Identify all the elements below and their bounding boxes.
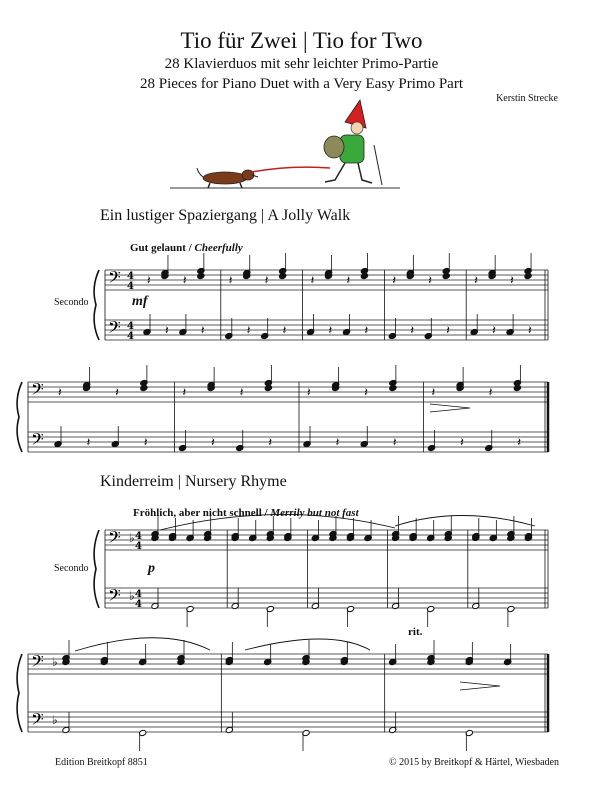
- piece-2-title: Kinderreim | Nursery Rhyme: [100, 473, 287, 490]
- piece-2-tempo-english: Merrily but not fast: [270, 507, 359, 519]
- piece-1-system-1-rest: 𝄽: [310, 273, 315, 287]
- piece-1-dynamic: mf: [132, 294, 148, 309]
- piece-1-system-1-bass-rest: 𝄽: [410, 323, 415, 337]
- piece-1-system-1-bass-rest: 𝄽: [492, 323, 496, 337]
- piece-1-system-1-rest: 𝄽: [346, 273, 351, 287]
- piece-2-system-2-key-flat: ♭: [52, 713, 58, 727]
- slur: [245, 639, 370, 650]
- piece-1-system-1-rest: 𝄽: [474, 273, 478, 287]
- piece-1-system-2-rest: 𝄽: [182, 385, 187, 399]
- piece-1-system-1-brace: [94, 270, 99, 340]
- piece-2-system-1-melody-note: [489, 534, 497, 541]
- piece-1-system-1-rest: 𝄽: [182, 273, 187, 287]
- piece-1-system-2-rest: 𝄽: [431, 385, 436, 399]
- piece-1-system-1-bass-rest: 𝄽: [246, 323, 251, 337]
- piece-1-system-1-upper-time: 4: [127, 271, 134, 282]
- piece-1-system-1-bass-rest: 𝄽: [446, 323, 450, 337]
- page-title: Tio für Zwei | Tio for Two: [180, 28, 423, 53]
- slur: [160, 514, 395, 530]
- piece-1-system-2-lower-clef: 𝄢: [31, 429, 44, 453]
- subtitle-english: 28 Pieces for Piano Duet with a Very Easy Primo Part: [139, 76, 463, 92]
- piece-1-system-2-brace: [17, 382, 22, 452]
- piece-1-system-2-bass-rest: 𝄽: [86, 435, 91, 449]
- piece-1-system-2-rest: 𝄽: [488, 385, 493, 399]
- piece-1-tempo-english: Cheerfully: [194, 242, 243, 254]
- piece-2-system-1-melody-note: [249, 534, 257, 541]
- diminuendo-hairpin: [460, 682, 500, 690]
- piece-1-system-2-rest: 𝄽: [364, 385, 368, 399]
- piece-2-system-2-melody-note: [389, 658, 397, 665]
- footer-copyright: © 2015 by Breitkopf & Härtel, Wiesbaden: [388, 757, 559, 768]
- piece-1-system-1-upper-time: 4: [127, 281, 134, 292]
- piece-2-system-1-lower-time: 4: [135, 599, 142, 610]
- piece-1-tempo-german: Gut gelaunt /: [130, 242, 195, 254]
- piece-2-system-1-melody-note: [364, 534, 372, 541]
- piece-1-system-1-rest: 𝄽: [147, 273, 151, 287]
- piece-2-system-1-key-flat: ♭: [129, 589, 135, 603]
- piece-2-system-2-key-flat: ♭: [52, 655, 58, 669]
- piece-2-system-1-upper-time: 4: [135, 541, 142, 552]
- piece-2-system-1-lower-clef: 𝄢: [108, 585, 121, 609]
- piece-2-system-1-upper-time: 4: [135, 531, 142, 542]
- piece-1-system-1-bass-rest: 𝄽: [282, 323, 287, 337]
- subtitle-german: 28 Klavierduos mit sehr leichter Primo-Partie: [164, 56, 439, 72]
- piece-1-system-2-rest: 𝄽: [58, 385, 62, 399]
- piece-1-system-1-lower-time: 4: [127, 321, 134, 332]
- piece-1-system-2-bass-rest: 𝄽: [460, 435, 464, 449]
- piece-1-system-1-upper-clef: 𝄢: [108, 267, 121, 291]
- piece-2-system-2-melody-note: [504, 658, 512, 665]
- piece-2-system-2-melody-note: [264, 658, 272, 665]
- piece-2-system-1-upper-clef: 𝄢: [108, 527, 121, 551]
- piece-1-system-2-bass-rest: 𝄽: [211, 435, 215, 449]
- piece-2-system-1-melody-note: [186, 534, 194, 541]
- piece-1-system-1-rest: 𝄽: [264, 273, 269, 287]
- piece-2-system-2-brace: [17, 654, 22, 732]
- piece-1-system-2-rest: 𝄽: [239, 385, 244, 399]
- piece-1-system-2-bass-rest: 𝄽: [517, 435, 522, 449]
- piece-2-part-label: Secondo: [54, 563, 89, 574]
- piece-1-system-1-rest: 𝄽: [428, 273, 432, 287]
- piece-1-system-1-rest: 𝄽: [510, 273, 514, 287]
- piece-1-system-2-bass-rest: 𝄽: [392, 435, 397, 449]
- piece-2-system-1-brace: [94, 530, 99, 608]
- piece-1-system-1-rest: 𝄽: [228, 273, 233, 287]
- footer-edition: Edition Breitkopf 8851: [55, 757, 148, 768]
- piece-2-dynamic: p: [148, 561, 155, 576]
- piece-1-system-1-bass-rest: 𝄽: [528, 323, 532, 337]
- piece-1-system-1-bass-rest: 𝄽: [328, 323, 333, 337]
- piece-1-system-2-bass-rest: 𝄽: [335, 435, 340, 449]
- piece-1-title: Ein lustiger Spaziergang | A Jolly Walk: [100, 207, 351, 224]
- piece-1-system-2-rest: 𝄽: [115, 385, 119, 399]
- piece-1-system-1-rest: 𝄽: [392, 273, 397, 287]
- piece-2-tempo-german: Fröhlich, aber nicht schnell /: [133, 507, 271, 519]
- piece-1-system-1-bass-rest: 𝄽: [364, 323, 369, 337]
- composer-name: Kerstin Strecke: [496, 93, 558, 104]
- piece-1-system-1-lower-clef: 𝄢: [108, 317, 121, 341]
- piece-2-system-2-lower-clef: 𝄢: [31, 709, 44, 733]
- piece-1-system-2-rest: 𝄽: [307, 385, 311, 399]
- piece-1-system-1-bass-rest: 𝄽: [200, 323, 205, 337]
- piece-2-system-2-upper-clef: 𝄢: [31, 651, 44, 675]
- diminuendo-hairpin: [430, 404, 470, 412]
- piece-1-system-2-upper-clef: 𝄢: [31, 379, 44, 403]
- piece-2-system-2-melody-note: [139, 658, 147, 665]
- slur: [75, 638, 210, 651]
- piece-1-system-2-bass-rest: 𝄽: [268, 435, 273, 449]
- piece-2-system-1-melody-note: [311, 534, 319, 541]
- piece-2-system-1-key-flat: ♭: [129, 531, 135, 545]
- piece-1-system-2-bass-rest: 𝄽: [143, 435, 148, 449]
- piece-1-system-1-bass-rest: 𝄽: [164, 323, 169, 337]
- piece-2-ritardando: rit.: [408, 626, 423, 638]
- piece-2-system-1-lower-time: 4: [135, 589, 142, 600]
- piece-1-system-1-lower-time: 4: [127, 331, 134, 342]
- piece-2-system-1-melody-note: [427, 534, 435, 541]
- piece-1-part-label: Secondo: [54, 297, 89, 308]
